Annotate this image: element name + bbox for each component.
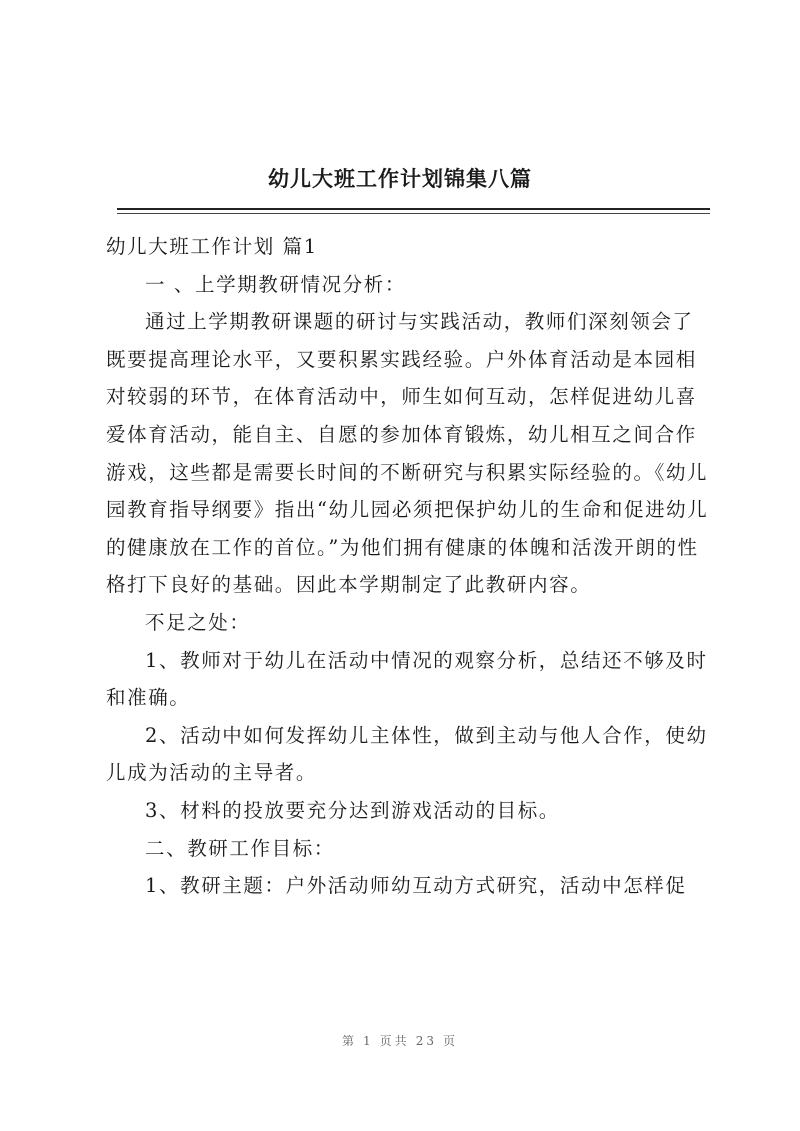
document-title: 幼儿大班工作计划锦集八篇 <box>268 167 532 191</box>
title-divider-thin <box>117 213 710 214</box>
footer-middle: 页共 <box>379 1034 410 1048</box>
paragraph: 3、材料的投放要充分达到游戏活动的目标。 <box>145 798 560 822</box>
paragraph: 1、教研主题：户外活动师幼互动方式研究，活动中怎样促 <box>145 874 687 898</box>
footer-prefix: 第 <box>342 1034 358 1048</box>
paragraph: 一 、上学期教研情况分析： <box>145 272 406 296</box>
paragraph: 二、教研工作目标： <box>145 836 335 860</box>
footer-total-pages: 23 <box>415 1034 437 1048</box>
paragraph: 2、活动中如何发挥幼儿主体性，做到主动与他人合作，使幼儿成为活动的主导者。 <box>106 723 708 785</box>
paragraph: 1、教师对于幼儿在活动中情况的观察分析，总结还不够及时和准确。 <box>106 648 708 710</box>
paragraph: 通过上学期教研课题的研讨与实践活动，教师们深刻领会了既要提高理论水平，又要积累实践经验。户外体育活动是本园相对较弱的环节，在体育活动中，师生如何互动，怎样促进幼儿喜爱体育活动，能自主、自愿的参加体育锻炼，幼儿相互之间合作游戏，这些都是需要长时间的不断研究与积累实际经验的。《幼儿园教育指导纲要》指出“幼儿园必须把保护幼儿的生命和促进幼儿的健康放在工作的首位。”为他们拥有健康的体魄和活泼开朗的性格打下良好的基础。因此本学期制定了此教研内容。 <box>106 310 709 597</box>
title-divider <box>117 208 710 210</box>
document-body <box>106 228 712 905</box>
page-footer <box>0 1032 800 1049</box>
section-heading: 幼儿大班工作计划 篇1 <box>106 235 318 258</box>
footer-page-number: 1 <box>363 1034 374 1048</box>
footer-suffix: 页 <box>442 1034 458 1048</box>
paragraph: 不足之处： <box>145 610 251 634</box>
